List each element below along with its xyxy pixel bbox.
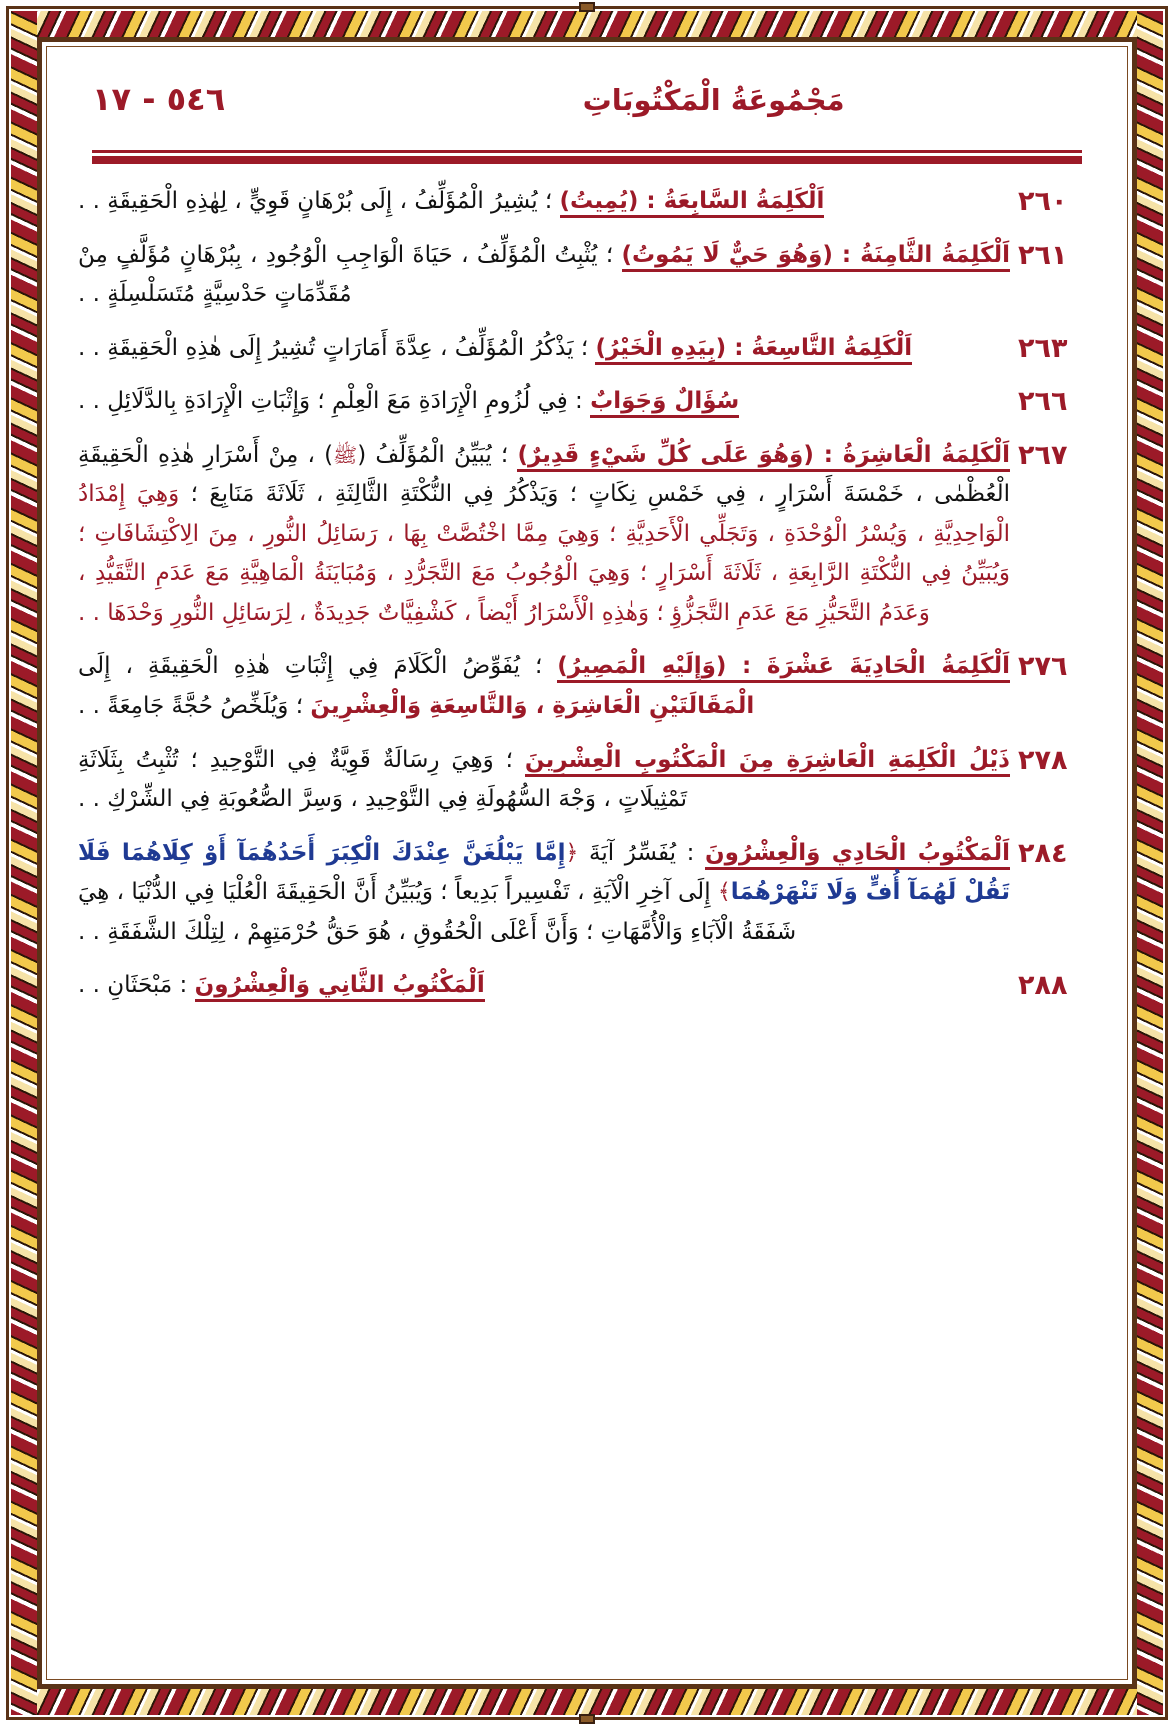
entry-description: ؛ وَهِيَ رِسَالَةٌ قَوِيَّةٌ فِي التَّوْحِيدِ ؛ تُثْبِتُ بِثَلَاثَةِ تَمْثِيلَاتٍ ، وَجْهَ السُّهُولَةِ فِي التَّوْحِيدِ ، وَسِرَّ الصُّعُوبَةِ فِي الشِّرْكِ . . <box>78 746 688 813</box>
border-tab-top-icon <box>579 2 595 12</box>
ayah-close-ornament-icon: ﴾ <box>717 879 731 905</box>
entry-description-cont: إِلَى آخِرِ الْآيَةِ ، تَفْسِيراً بَدِيعاً ؛ وَيُبَيِّنُ أَنَّ الْحَقِيقَةَ الْعُلْيَا فِي الدُّنْيَا ، هِيَ شَفَقَةُ الْآبَاءِ وَالْأُمَّهَاتِ ؛ وَأَنَّ أَعْلَى الْحُقُوقِ ، هُوَ حَقُّ حُرْمَتِهِمْ ، لِتِلْكَ الشَّفَقَةِ . . <box>78 879 797 945</box>
entry-description: ؛ يُثْبِتُ الْمُؤَلِّفُ ، حَيَاةَ الْوَاجِبِ الْوُجُودِ ، بِبُرْهَانٍ مُؤَلَّفٍ مِنْ مُقَدِّمَاتٍ حَدْسِيَّةٍ مُتَسَلْسِلَةٍ . . <box>78 241 622 308</box>
entry-title: اَلْكَلِمَةُ الْعَاشِرَةُ : (وَهُوَ عَلَى كُلِّ شَيْءٍ قَدِيرٌ) <box>517 442 1010 472</box>
entry-text <box>78 382 1010 422</box>
header-divider <box>92 150 1082 164</box>
entry-title: اَلْكَلِمَةُ الْحَادِيَةَ عَشْرَةَ : (وَإِلَيْهِ الْمَصِيرُ) <box>557 653 1010 683</box>
entry-page-number: ٢٦٧ <box>1018 439 1068 471</box>
toc-entry[interactable] <box>78 741 1096 820</box>
toc-entry[interactable] <box>78 834 1096 953</box>
toc-entry[interactable] <box>78 966 1096 1006</box>
border-braid-right <box>1137 11 1163 1715</box>
border-braid-bottom <box>11 1689 1163 1715</box>
entry-text <box>78 329 1010 369</box>
toc-entry[interactable] <box>78 436 1096 634</box>
entry-reference-red: الْمَقَالَتَيْنِ الْعَاشِرَةِ ، وَالتَّاسِعَةِ وَالْعِشْرِينَ <box>310 693 755 720</box>
salawat-icon: ﷺ <box>333 442 358 467</box>
entry-description: ؛ يُبَيِّنُ الْمُؤَلِّفُ ( <box>357 441 518 468</box>
entry-description: : فِي لُزُومِ الْإِرَادَةِ مَعَ الْعِلْمِ ؛ وَإِثْبَاتِ الْإِرَادَةِ بِالدَّلَائِلِ . . <box>78 388 591 415</box>
entry-text <box>78 647 1010 726</box>
ayah-open-ornament-icon: ﴿ <box>565 840 579 866</box>
entry-title: اَلْمَكْتُوبُ الْحَادِي وَالْعِشْرُونَ <box>705 840 1010 870</box>
border-braid-left <box>11 11 37 1715</box>
entry-description-cont: ) ، مِنْ أَسْرَارِ هٰذِهِ الْحَقِيقَةِ الْعُظْمٰى ، خَمْسَةَ أَسْرَارٍ ، فِي خَمْسِ نِكَاتٍ ؛ وَيَذْكُرُ فِي النُّكْتَةِ الثَّالِثَةِ ، ثَلَاثَةَ مَنَابِعَ ؛ <box>78 441 1010 508</box>
entry-page-number: ٢٨٤ <box>1018 837 1068 869</box>
entry-page-number: ٢٦١ <box>1018 239 1068 271</box>
border-tab-bottom-icon <box>579 1714 595 1724</box>
entry-page-number: ٢٦٦ <box>1018 386 1068 418</box>
toc-entry[interactable] <box>78 182 1096 222</box>
entry-title: ذَيْلُ الْكَلِمَةِ الْعَاشِرَةِ مِنَ الْمَكْتُوبِ الْعِشْرِينَ <box>525 747 1010 777</box>
entry-text <box>78 834 1010 953</box>
entry-page-number: ٢٧٦ <box>1018 651 1068 683</box>
entry-text <box>78 741 1010 820</box>
toc-entry[interactable] <box>78 647 1096 726</box>
header-divider-thin <box>92 150 1082 153</box>
entry-page-number: ٢٨٨ <box>1018 970 1068 1002</box>
entry-description: : مَبْحَثَانِ . . <box>78 972 195 999</box>
entry-text <box>78 966 1010 1006</box>
entry-title: سُؤَالٌ وَجَوَابٌ <box>590 388 739 418</box>
toc-entry[interactable] <box>78 382 1096 422</box>
entry-title: اَلْكَلِمَةُ السَّابِعَةُ : (يُمِيتُ) <box>560 188 825 218</box>
entry-description: ؛ يُشِيرُ الْمُؤَلِّفُ ، إِلَى بُرْهَانٍ قَوِيٍّ ، لِهٰذِهِ الْحَقِيقَةِ . . <box>78 188 560 214</box>
quran-verse-text: إِمَّا يَبْلُغَنَّ عِنْدَكَ الْكِبَرَ أَحَدُهُمَآ أَوْ كِلَاهُمَا فَلَا تَقُلْ لَهُمَآ أُفٍّ وَلَا تَنْهَرْهُمَا <box>78 839 1010 906</box>
entry-description: ؛ يُفَوِّضُ الْكَلَامَ فِي إِثْبَاتِ هٰذِهِ الْحَقِيقَةِ ، إِلَى <box>78 653 558 680</box>
entry-title: اَلْمَكْتُوبُ الثَّانِي وَالْعِشْرُونَ <box>195 972 485 1002</box>
entry-description-cont: ؛ وَيُلَخِّصُ حُجَّةً جَامِعَةً . . <box>78 693 311 720</box>
toc-entry-list <box>78 182 1096 1006</box>
page-title: مَجْمُوعَةُ الْمَكْتُوبَاتِ <box>582 83 845 117</box>
entry-title: اَلْكَلِمَةُ الثَّامِنَةُ : (وَهُوَ حَيٌّ لَا يَمُوتُ) <box>622 242 1011 272</box>
toc-entry[interactable] <box>78 236 1096 315</box>
entry-description: : يُفَسِّرُ آيَةَ <box>578 839 706 866</box>
entry-text <box>78 236 1010 315</box>
border-braid-top <box>11 11 1163 37</box>
entry-page-number: ٢٦٣ <box>1018 332 1068 364</box>
entry-description-red: وَهِيَ إِمْدَادُ الْوَاحِدِيَّةِ ، وَيُسْرُ الْوُحْدَةِ ، وَتَجَلِّي الْأَحَدِيَّةِ ؛ وَهِيَ مِمَّا اخْتُصَّتْ بِهَا ، رَسَائِلُ النُّورِ ، مِنَ الِاكْتِشَافَاتِ ؛ وَيُبَيِّنُ فِي النُّكْتَةِ الرَّابِعَةِ ، ثَلَاثَةَ أَسْرَارٍ ؛ وَهِيَ الْوُجُوبُ مَعَ التَّجَرُّدِ ، وَمُبَايَنَةُ الْمَاهِيَّةِ مَعَ عَدَمِ التَّقَيُّدِ ، وَعَدَمُ التَّحَيُّزِ مَعَ عَدَمِ التَّجَزُّؤِ ؛ وَهٰذِهِ الْأَسْرَارُ أَيْضاً ، كَشْفِيَّاتٌ جَدِيدَةٌ ، لِرَسَائِلِ النُّورِ وَحْدَهَا . . <box>78 481 1010 626</box>
entry-text <box>78 436 1010 634</box>
header-divider-thick <box>92 156 1082 164</box>
page-content <box>52 52 1122 1674</box>
toc-entry[interactable] <box>78 329 1096 369</box>
entry-page-number: ٢٦٠ <box>1018 186 1068 217</box>
entry-title: اَلْكَلِمَةُ التَّاسِعَةُ : (بِيَدِهِ الْخَيْرُ) <box>595 335 912 365</box>
entry-text <box>78 182 1010 222</box>
page-header <box>78 74 1096 146</box>
entry-page-number: ٢٧٨ <box>1018 744 1068 776</box>
page-number: ٥٤٦ - ١٧ <box>92 80 226 118</box>
entry-description: ؛ يَذْكُرُ الْمُؤَلِّفُ ، عِدَّةَ أَمَارَاتٍ تُشِيرُ إِلَى هٰذِهِ الْحَقِيقَةِ . . <box>78 334 596 361</box>
